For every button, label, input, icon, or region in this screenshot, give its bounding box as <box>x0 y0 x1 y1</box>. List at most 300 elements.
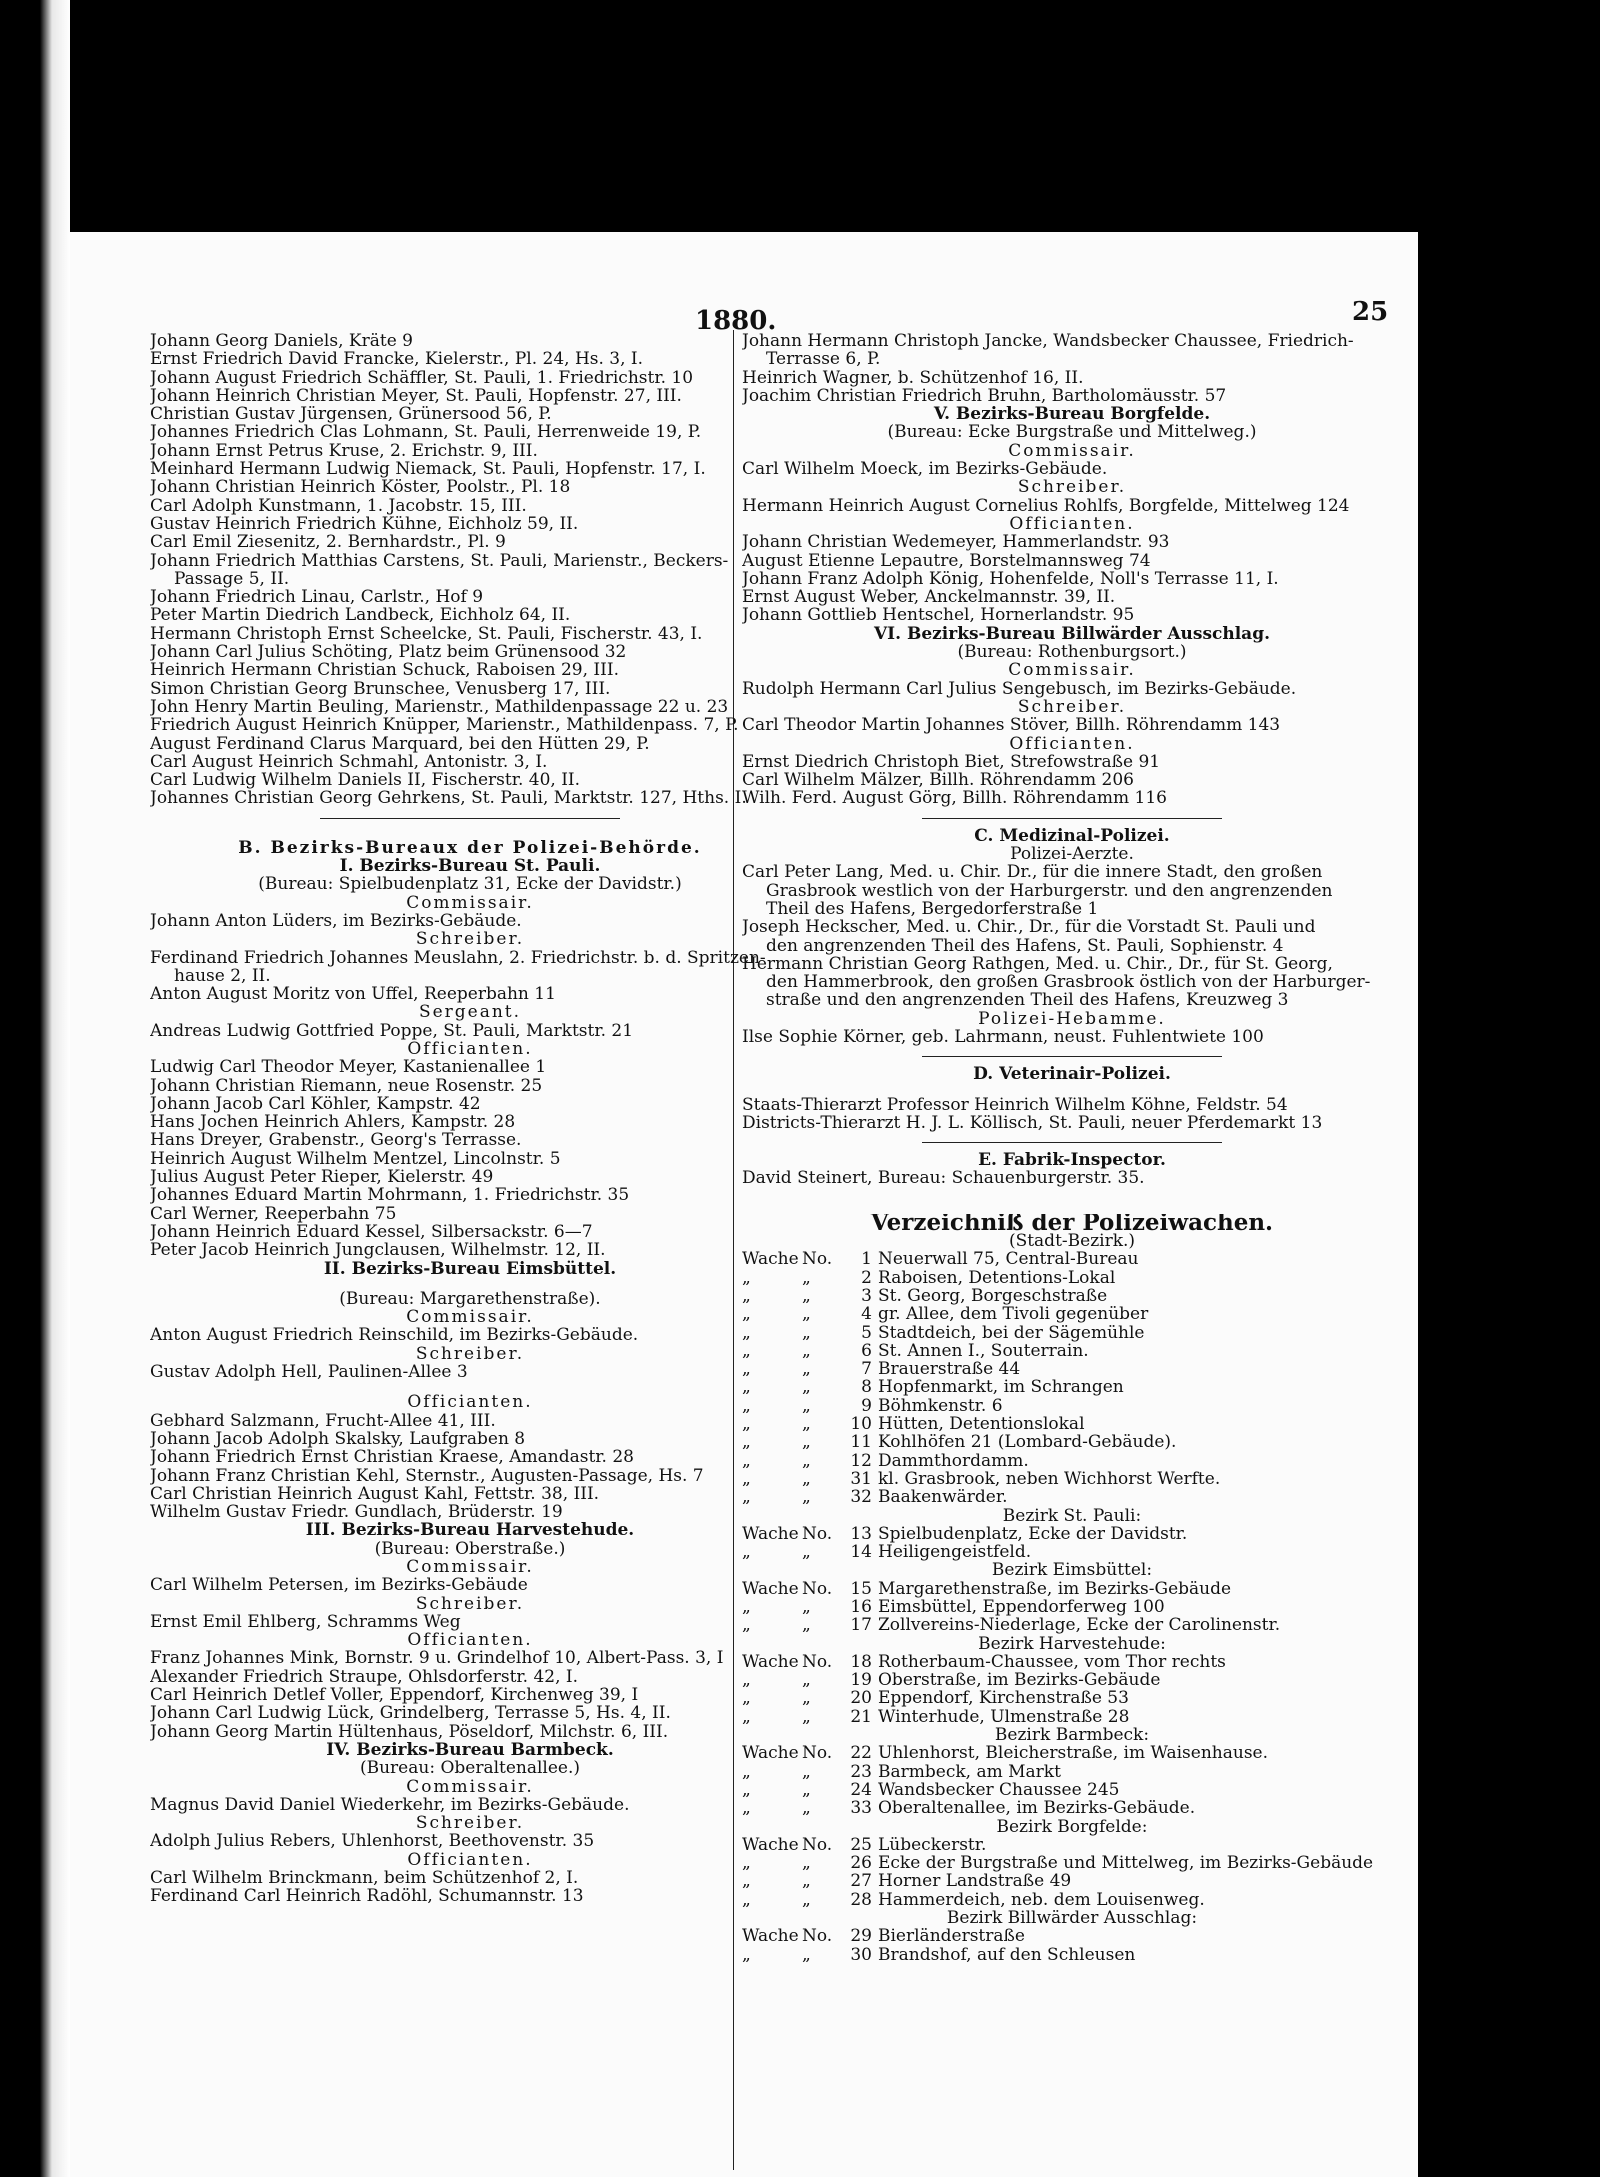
text-line: Franz Johannes Mink, Bornstr. 9 u. Grindelhof 10, Albert-Pass. 3, I <box>150 1649 724 1668</box>
station-word: „ <box>742 1689 751 1708</box>
text-line: Johann Gottlieb Hentschel, Hornerlandstr. 95 <box>742 606 1135 625</box>
text-line: Hans Dreyer, Grabenstr., Georg's Terrasse. <box>150 1131 522 1150</box>
station-row <box>742 1305 1402 1323</box>
station-row <box>742 1452 1402 1470</box>
text-line: Schreiber. <box>1017 478 1127 497</box>
text-line: Bezirk Borgfelde: <box>996 1817 1148 1836</box>
station-word: Wache <box>742 1579 799 1598</box>
spacer <box>150 827 790 839</box>
text-line: Gustav Heinrich Friedrich Kühne, Eichholz 59, II. <box>150 514 579 534</box>
station-word: Wache <box>742 1250 799 1269</box>
text-line: Bezirk St. Pauli: <box>1002 1506 1142 1525</box>
station-no-label: No. <box>802 1652 833 1672</box>
spacer <box>150 1381 790 1393</box>
text-line: Johann Christian Wedemeyer, Hammerlandstr. 93 <box>742 533 1170 552</box>
text-line: (Bureau: Oberaltenallee.) <box>359 1759 581 1778</box>
station-word: Wache <box>742 1835 799 1855</box>
text-line: David Steinert, Bureau: Schauenburgerstr. 35. <box>742 1169 1145 1188</box>
text-line: Schreiber. <box>415 1814 525 1833</box>
text-line: Officianten. <box>407 1039 533 1059</box>
text-line: Joseph Heckscher, Med. u. Chir., Dr., für die Vorstadt St. Pauli und <box>742 918 1316 937</box>
station-address: Barmbeck, am Markt <box>878 1762 1061 1781</box>
station-number: 3 <box>861 1286 872 1306</box>
station-no-label: „ <box>802 1707 811 1727</box>
text-line: Commissair. <box>1008 661 1136 680</box>
station-word: „ <box>742 1378 751 1397</box>
station-no-label: No. <box>802 1250 833 1269</box>
text-line: Simon Christian Georg Brunschee, Venusberg 17, III. <box>150 679 611 698</box>
text-line: Officianten. <box>1009 514 1135 534</box>
station-no-label: „ <box>802 1799 811 1818</box>
station-word: „ <box>742 1323 751 1342</box>
spacer <box>742 1084 1402 1096</box>
station-no-label: „ <box>802 1689 811 1708</box>
station-no-label: „ <box>802 1469 811 1489</box>
text-line: Terrasse 6, P. <box>766 350 881 369</box>
station-no-label: No. <box>802 1835 833 1855</box>
station-number: 17 <box>850 1616 872 1635</box>
text-line: Officianten. <box>407 1393 533 1412</box>
station-word: „ <box>742 1415 751 1434</box>
text-line: Rudolph Hermann Carl Julius Sengebusch, im Bezirks-Gebäude. <box>742 679 1297 698</box>
text-line: Johann Anton Lüders, im Bezirks-Gebäude. <box>150 911 522 931</box>
text-line: Peter Jacob Heinrich Jungclausen, Wilhelmstr. 12, II. <box>150 1241 606 1260</box>
text-line: Ernst Friedrich David Francke, Kielerstr., Pl. 24, Hs. 3, I. <box>150 350 644 369</box>
text-line: Johannes Friedrich Clas Lohmann, St. Pauli, Herrenweide 19, P. <box>150 423 702 442</box>
station-word: „ <box>742 1488 751 1507</box>
station-address: gr. Allee, dem Tivoli gegenüber <box>878 1305 1149 1324</box>
station-number: 2 <box>861 1268 872 1287</box>
station-address: Bierländerstraße <box>878 1927 1025 1946</box>
station-row <box>742 1854 1402 1872</box>
text-line: Ernst Diedrich Christoph Biet, Strefowstraße 91 <box>742 752 1161 772</box>
station-word: „ <box>742 1543 751 1562</box>
station-number: 6 <box>861 1341 872 1361</box>
text-line: V. Bezirks-Bureau Borgfelde. <box>933 405 1211 424</box>
station-word: „ <box>742 1616 751 1635</box>
text-line: Anton August Moritz von Uffel, Reeperbahn 11 <box>150 985 556 1004</box>
station-row <box>742 1744 1402 1762</box>
text-line: Carl Heinrich Detlef Voller, Eppendorf, Kirchenweg 39, I <box>150 1686 639 1705</box>
station-word: „ <box>742 1268 751 1287</box>
text-line: Ilse Sophie Körner, geb. Lahrmann, neust. Fuhlentwiete 100 <box>742 1027 1264 1047</box>
station-no-label: „ <box>802 1433 811 1452</box>
text-line: Wilh. Ferd. August Görg, Billh. Röhrendamm 116 <box>742 789 1167 808</box>
station-number: 4 <box>861 1305 872 1324</box>
station-word: „ <box>742 1598 751 1617</box>
station-number: 9 <box>861 1396 872 1416</box>
section-rule <box>922 1056 1222 1057</box>
station-row <box>742 1397 1402 1415</box>
text-line: Officianten. <box>1009 734 1135 753</box>
text-line: Commissair. <box>406 1777 534 1796</box>
station-row <box>742 1598 1402 1616</box>
text-line: den Hammerbrook, den großen Grasbrook östlich von der Harburger- <box>766 973 1371 992</box>
text-line: Polizei-Hebamme. <box>978 1009 1166 1028</box>
station-word: „ <box>742 1305 751 1324</box>
station-address: Heiligengeistfeld. <box>878 1543 1032 1562</box>
station-row <box>742 1360 1402 1378</box>
station-word: „ <box>742 1872 751 1891</box>
text-line: Sergeant. <box>418 1003 522 1022</box>
text-line: Adolph Julius Rebers, Uhlenhorst, Beethovenstr. 35 <box>150 1832 595 1851</box>
station-no-label: „ <box>802 1268 811 1287</box>
text-line: C. Medizinal-Polizei. <box>974 826 1170 846</box>
station-row <box>742 1269 1402 1287</box>
station-address: Winterhude, Ulmenstraße 28 <box>878 1707 1130 1727</box>
station-no-label: „ <box>802 1872 811 1891</box>
station-no-label: „ <box>802 1598 811 1617</box>
station-word: „ <box>742 1451 751 1470</box>
station-no-label: „ <box>802 1854 811 1873</box>
station-word: Wache <box>742 1927 799 1946</box>
right-column <box>742 332 1402 1964</box>
station-word: „ <box>742 1780 751 1800</box>
left-column <box>150 332 790 1906</box>
text-line: Carl Wilhelm Brinckmann, beim Schützenhof 2, I. <box>150 1869 579 1888</box>
station-address: Oberstraße, im Bezirks-Gebäude <box>878 1671 1161 1690</box>
station-address: Eppendorf, Kirchenstraße 53 <box>878 1689 1129 1708</box>
station-no-label: „ <box>802 1415 811 1434</box>
station-number: 1 <box>861 1250 872 1269</box>
station-no-label: „ <box>802 1305 811 1324</box>
station-number: 29 <box>850 1927 872 1946</box>
station-word: „ <box>742 1360 751 1379</box>
station-no-label: „ <box>802 1323 811 1342</box>
text-line: (Bureau: Margarethenstraße). <box>339 1289 601 1309</box>
station-word: Wache <box>742 1744 799 1763</box>
text-line: Schreiber. <box>1017 697 1127 717</box>
station-address: Horner Landstraße 49 <box>878 1872 1072 1891</box>
text-line: D. Veterinair-Polizei. <box>973 1065 1171 1084</box>
station-word: „ <box>742 1945 751 1964</box>
text-line: Districts-Thierarzt H. J. L. Köllisch, St. Pauli, neuer Pferdemarkt 13 <box>742 1113 1323 1133</box>
station-number: 7 <box>861 1360 872 1379</box>
station-word: „ <box>742 1341 751 1361</box>
text-line: Schreiber. <box>415 930 525 949</box>
station-number: 27 <box>850 1872 872 1891</box>
text-line: Johann Georg Daniels, Kräte 9 <box>150 332 413 351</box>
text-line: Schreiber. <box>415 1344 525 1364</box>
station-address: Zollvereins-Niederlage, Ecke der Carolinenstr. <box>878 1616 1281 1635</box>
text-line: Hermann Christian Georg Rathgen, Med. u. Chir., Dr., für St. Georg, <box>742 954 1333 974</box>
station-row <box>742 1488 1402 1506</box>
text-line: Bezirk Harvestehude: <box>978 1634 1166 1653</box>
station-address: Hütten, Detentionslokal <box>878 1415 1085 1434</box>
station-word: „ <box>742 1671 751 1690</box>
text-line: Heinrich August Wilhelm Mentzel, Lincolnstr. 5 <box>150 1149 561 1169</box>
station-row <box>742 1653 1402 1671</box>
station-number: 12 <box>850 1451 872 1470</box>
text-line: Johann Jacob Carl Köhler, Kampstr. 42 <box>150 1094 481 1114</box>
station-row <box>742 1324 1402 1342</box>
text-line: VI. Bezirks-Bureau Billwärder Ausschlag. <box>873 624 1271 644</box>
station-row <box>742 1470 1402 1488</box>
station-row <box>742 1799 1402 1817</box>
page-number: 25 <box>1352 297 1389 327</box>
text-line: Johann Franz Christian Kehl, Sternstr., Augusten-Passage, Hs. 7 <box>150 1466 704 1485</box>
station-address: Wandsbecker Chaussee 245 <box>878 1780 1120 1800</box>
station-no-label: „ <box>802 1780 811 1800</box>
text-line: Officianten. <box>407 1631 533 1650</box>
section-rule <box>922 818 1222 819</box>
text-line: Friedrich August Heinrich Knüpper, Marienstr., Mathildenpass. 7, P. <box>150 716 739 735</box>
station-row <box>742 1708 1402 1726</box>
text-line: B. Bezirks-Bureaux der Polizei-Behörde. <box>238 838 702 858</box>
section-rule <box>922 1142 1222 1143</box>
station-address: Kohlhöfen 21 (Lombard-Gebäude). <box>878 1433 1177 1452</box>
text-line: Magnus David Daniel Wiederkehr, im Bezirks-Gebäude. <box>150 1795 630 1815</box>
text-line: Hermann Heinrich August Cornelius Rohlfs, Borgfelde, Mittelweg 124 <box>742 496 1350 515</box>
station-row <box>742 1415 1402 1433</box>
text-line: Anton August Friedrich Reinschild, im Bezirks-Gebäude. <box>150 1326 639 1345</box>
text-line: Ernst August Weber, Anckelmannstr. 39, II. <box>742 588 1116 607</box>
station-address: Margarethenstraße, im Bezirks-Gebäude <box>878 1579 1232 1598</box>
station-no-label: „ <box>802 1378 811 1397</box>
book-spine-shadow <box>0 0 70 2177</box>
station-address: Raboisen, Detentions-Lokal <box>878 1268 1116 1287</box>
station-no-label: „ <box>802 1616 811 1635</box>
text-line: Staats-Thierarzt Professor Heinrich Wilhelm Köhne, Feldstr. 54 <box>742 1095 1288 1114</box>
station-number: 32 <box>850 1488 872 1507</box>
text-line: Carl Werner, Reeperbahn 75 <box>150 1204 397 1223</box>
station-number: 18 <box>850 1652 872 1672</box>
station-no-label: „ <box>802 1286 811 1306</box>
text-line: John Henry Martin Beuling, Marienstr., Mathildenpassage 22 u. 23 <box>150 697 729 717</box>
text-line: Carl Theodor Martin Johannes Stöver, Billh. Röhrendamm 143 <box>742 716 1281 735</box>
station-word: „ <box>742 1890 751 1910</box>
station-no-label: „ <box>802 1341 811 1361</box>
station-row <box>742 1543 1402 1561</box>
text-line: Joachim Christian Friedrich Bruhn, Bartholomäusstr. 57 <box>742 386 1227 406</box>
station-number: 21 <box>850 1707 872 1727</box>
station-no-label: No. <box>802 1524 833 1544</box>
page-year: 1880. <box>695 306 777 336</box>
station-number: 24 <box>850 1780 872 1800</box>
station-row <box>742 1927 1402 1945</box>
station-address: Stadtdeich, bei der Sägemühle <box>878 1323 1145 1342</box>
text-line: E. Fabrik-Inspector. <box>978 1151 1166 1170</box>
text-line: Christian Gustav Jürgensen, Grünersood 56, P. <box>150 405 552 424</box>
text-line: (Bureau: Ecke Burgstraße und Mittelweg.) <box>887 423 1257 442</box>
text-line: (Bureau: Rothenburgsort.) <box>957 643 1187 662</box>
station-no-label: „ <box>802 1890 811 1910</box>
station-address: Dammthordamm. <box>878 1451 1029 1470</box>
station-address: kl. Grasbrook, neben Wichhorst Werfte. <box>878 1469 1221 1489</box>
text-line: Wilhelm Gustav Friedr. Gundlach, Brüderstr. 19 <box>150 1503 563 1522</box>
text-line: August Ferdinand Clarus Marquard, bei den Hütten 29, P. <box>150 734 650 753</box>
text-line: (Stadt-Bezirk.) <box>1008 1232 1136 1251</box>
station-no-label: No. <box>802 1744 833 1763</box>
text-line: Commissair. <box>406 1558 534 1577</box>
text-line: Ludwig Carl Theodor Meyer, Kastanienallee 1 <box>150 1058 547 1077</box>
text-line: Johann Heinrich Eduard Kessel, Silbersackstr. 6—7 <box>150 1222 593 1242</box>
text-line: III. Bezirks-Bureau Harvestehude. <box>305 1521 635 1540</box>
station-no-label: „ <box>802 1451 811 1470</box>
station-row <box>742 1616 1402 1634</box>
section-rule <box>320 818 620 819</box>
station-row <box>742 1891 1402 1909</box>
station-address: Böhmkenstr. 6 <box>878 1396 1003 1416</box>
station-row <box>742 1287 1402 1305</box>
text-line: Johann Heinrich Christian Meyer, St. Pauli, Hopfenstr. 27, III. <box>150 386 682 406</box>
text-line: Carl Ludwig Wilhelm Daniels II, Fischerstr. 40, II. <box>150 771 581 790</box>
text-line: Bezirk Eimsbüttel: <box>991 1561 1153 1580</box>
station-number: 23 <box>850 1762 872 1781</box>
station-number: 28 <box>850 1890 872 1910</box>
station-row <box>742 1872 1402 1890</box>
text-line: Carl August Heinrich Schmahl, Antonistr. 3, I. <box>150 752 548 772</box>
text-line: hause 2, II. <box>174 966 271 986</box>
text-line: Officianten. <box>407 1850 533 1870</box>
station-word: „ <box>742 1286 751 1306</box>
station-no-label: „ <box>802 1488 811 1507</box>
text-line: Johann August Friedrich Schäffler, St. Pauli, 1. Friedrichstr. 10 <box>150 368 694 387</box>
station-word: „ <box>742 1469 751 1489</box>
text-line: Polizei-Aerzte. <box>1010 845 1134 864</box>
station-number: 31 <box>850 1469 872 1489</box>
text-line: Verzeichniß der Polizeiwachen. <box>870 1213 1274 1233</box>
station-no-label: „ <box>802 1360 811 1379</box>
text-line: Hans Jochen Heinrich Ahlers, Kampstr. 28 <box>150 1113 516 1132</box>
text-line: August Etienne Lepautre, Borstelmannsweg 74 <box>742 551 1151 570</box>
station-number: 20 <box>850 1689 872 1708</box>
text-line: Johann Hermann Christoph Jancke, Wandsbecker Chaussee, Friedrich- <box>742 332 1354 351</box>
station-row <box>742 1580 1402 1598</box>
station-number: 16 <box>850 1598 872 1617</box>
station-row <box>742 1433 1402 1451</box>
text-line: Johann Jacob Adolph Skalsky, Laufgraben 8 <box>150 1429 526 1449</box>
text-line: Gustav Adolph Hell, Paulinen-Allee 3 <box>150 1363 468 1382</box>
text-line: Ernst Emil Ehlberg, Schramms Weg <box>150 1612 461 1632</box>
text-line: Theil des Hafens, Bergedorferstraße 1 <box>766 899 1099 919</box>
station-row <box>742 1525 1402 1543</box>
document-page <box>70 232 1418 2177</box>
station-no-label: „ <box>802 1671 811 1690</box>
station-number: 22 <box>850 1744 872 1763</box>
station-number: 19 <box>850 1671 872 1690</box>
station-row <box>742 1250 1402 1268</box>
station-no-label: „ <box>802 1543 811 1562</box>
station-address: Brandshof, auf den Schleusen <box>878 1945 1136 1964</box>
station-address: Baakenwärder. <box>878 1488 1008 1507</box>
station-address: Ecke der Burgstraße und Mittelweg, im Bezirks-Gebäude <box>878 1854 1374 1873</box>
text-line: Meinhard Hermann Ludwig Niemack, St. Pauli, Hopfenstr. 17, I. <box>150 460 706 479</box>
text-line: Johann Friedrich Linau, Carlstr., Hof 9 <box>150 588 484 607</box>
text-line: Passage 5, II. <box>174 569 290 589</box>
station-number: 8 <box>861 1378 872 1397</box>
station-row <box>742 1781 1402 1799</box>
station-no-label: „ <box>802 1945 811 1964</box>
station-no-label: „ <box>802 1762 811 1781</box>
station-number: 5 <box>861 1323 872 1342</box>
text-line: Alexander Friedrich Straupe, Ohlsdorferstr. 42, I. <box>150 1667 579 1687</box>
station-address: St. Georg, Borgeschstraße <box>878 1286 1108 1306</box>
text-line: Commissair. <box>406 893 534 912</box>
text-line: den angrenzenden Theil des Hafens, St. Pauli, Sophienstr. 4 <box>766 936 1284 955</box>
text-line: Johann Christian Riemann, neue Rosenstr. 25 <box>150 1076 543 1095</box>
station-word: „ <box>742 1396 751 1416</box>
station-number: 10 <box>850 1415 872 1434</box>
text-line: Johann Friedrich Ernst Christian Kraese, Amandastr. 28 <box>150 1448 634 1467</box>
text-line: Johann Franz Adolph König, Hohenfelde, Noll's Terrasse 11, I. <box>742 569 1279 589</box>
text-line: Johannes Eduard Martin Mohrmann, 1. Friedrichstr. 35 <box>150 1186 630 1205</box>
text-line: Bezirk Billwärder Ausschlag: <box>946 1909 1198 1928</box>
station-number: 13 <box>850 1524 872 1544</box>
text-line: Johann Christian Heinrich Köster, Poolstr., Pl. 18 <box>150 478 571 497</box>
text-line: Johannes Christian Georg Gehrkens, St. Pauli, Marktstr. 127, Hths. I. <box>150 789 747 808</box>
station-number: 11 <box>850 1433 872 1452</box>
station-address: Lübeckerstr. <box>878 1835 987 1855</box>
station-number: 30 <box>850 1945 872 1964</box>
text-line: Johann Ernst Petrus Kruse, 2. Erichstr. 9, III. <box>150 441 538 461</box>
text-line: Johann Friedrich Matthias Carstens, St. Pauli, Marienstr., Beckers- <box>150 551 729 570</box>
station-number: 25 <box>850 1835 872 1855</box>
station-word: Wache <box>742 1524 799 1544</box>
station-word: „ <box>742 1433 751 1452</box>
text-line: Commissair. <box>1008 441 1136 461</box>
text-line: Johann Georg Martin Hültenhaus, Pöseldorf, Milchstr. 6, III. <box>150 1722 669 1741</box>
station-address: Eimsbüttel, Eppendorferweg 100 <box>878 1598 1165 1617</box>
station-word: Wache <box>742 1652 799 1672</box>
station-address: St. Annen I., Souterrain. <box>878 1341 1089 1361</box>
text-line: Carl Wilhelm Mälzer, Billh. Röhrendamm 206 <box>742 771 1134 790</box>
text-line: Carl Christian Heinrich August Kahl, Fettstr. 38, III. <box>150 1484 600 1504</box>
text-line: Gebhard Salzmann, Frucht-Allee 41, III. <box>150 1411 496 1430</box>
spacer <box>742 1188 1402 1214</box>
text-line: Bezirk Barmbeck: <box>994 1726 1150 1745</box>
text-line: II. Bezirks-Bureau Eimsbüttel. <box>323 1259 617 1278</box>
station-address: Uhlenhorst, Bleicherstraße, im Waisenhause. <box>878 1744 1269 1763</box>
station-row <box>742 1671 1402 1689</box>
station-row <box>742 1689 1402 1707</box>
text-line: Schreiber. <box>415 1594 525 1613</box>
text-line: I. Bezirks-Bureau St. Pauli. <box>339 857 601 876</box>
text-line: Ferdinand Carl Heinrich Radöhl, Schumannstr. 13 <box>150 1887 584 1906</box>
station-address: Hammerdeich, neb. dem Louisenweg. <box>878 1890 1205 1910</box>
text-line: straße und den angrenzenden Theil des Hafens, Kreuzweg 3 <box>766 991 1289 1010</box>
station-no-label: „ <box>802 1396 811 1416</box>
text-line: Carl Emil Ziesenitz, 2. Bernhardstr., Pl. 9 <box>150 533 506 552</box>
station-address: Spielbudenplatz, Ecke der Davidstr. <box>878 1524 1188 1544</box>
station-word: „ <box>742 1854 751 1873</box>
station-word: „ <box>742 1799 751 1818</box>
text-line: Carl Wilhelm Moeck, im Bezirks-Gebäude. <box>742 460 1108 479</box>
text-line: Heinrich Hermann Christian Schuck, Raboisen 29, III. <box>150 661 619 680</box>
text-line: Carl Adolph Kunstmann, 1. Jacobstr. 15, III. <box>150 496 527 515</box>
text-line: Grasbrook westlich von der Harburgerstr. und den angrenzenden <box>766 881 1333 900</box>
text-line: Commissair. <box>406 1308 534 1327</box>
station-number: 14 <box>850 1543 872 1562</box>
text-line: Julius August Peter Rieper, Kielerstr. 49 <box>150 1168 494 1187</box>
text-line: (Bureau: Oberstraße.) <box>374 1539 566 1558</box>
text-line: Ferdinand Friedrich Johannes Meuslahn, 2. Friedrichstr. b. d. Spritzen- <box>150 948 766 967</box>
station-address: Neuerwall 75, Central-Bureau <box>878 1250 1139 1269</box>
text-line: IV. Bezirks-Bureau Barmbeck. <box>326 1740 614 1760</box>
text-line: Hermann Christoph Ernst Scheelcke, St. Pauli, Fischerstr. 43, I. <box>150 624 703 644</box>
text-line: Peter Martin Diedrich Landbeck, Eichholz 64, II. <box>150 606 571 625</box>
station-number: 26 <box>850 1854 872 1873</box>
station-address: Brauerstraße 44 <box>878 1360 1021 1379</box>
station-word: „ <box>742 1762 751 1781</box>
station-no-label: No. <box>802 1927 833 1946</box>
station-row <box>742 1342 1402 1360</box>
station-row <box>742 1763 1402 1781</box>
station-address: Oberaltenallee, im Bezirks-Gebäude. <box>878 1799 1196 1818</box>
spacer <box>150 1278 790 1290</box>
text-line: Carl Peter Lang, Med. u. Chir. Dr., für die innere Stadt, den großen <box>742 863 1323 882</box>
station-no-label: No. <box>802 1579 833 1598</box>
